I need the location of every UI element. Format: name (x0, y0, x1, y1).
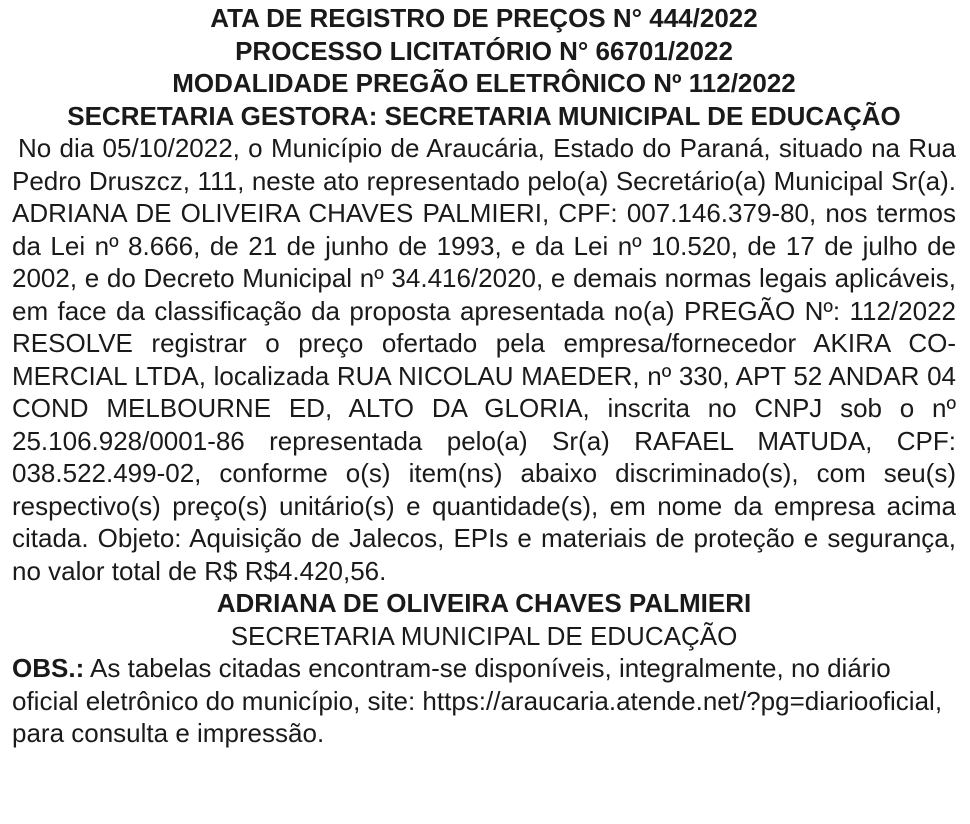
document-headings (12, 2, 956, 132)
heading-modalidade: MODALIDADE PREGÃO ELETRÔNICO Nº 112/2022 (172, 68, 796, 98)
signature-block (12, 587, 956, 652)
signature-role: SECRETARIA MUNICIPAL DE EDUCAÇÃO (230, 620, 738, 651)
heading-secretaria: SECRETARIA GESTORA: SECRETARIA MUNICIPAL DE EDUCAÇÃO (67, 100, 901, 131)
obs-text: As tabelas citadas encontram-se disponíveis, integralmente, no diário oficial eletrônico do município, site: https://araucaria.atende.net/?pg=diariooficial, para consulta e impressão. (12, 653, 943, 748)
body-paragraph: No dia 05/10/2022, o Município de Araucária, Estado do Paraná, situado na Rua Pedro Druszcz, 111, neste ato representado pelo(a) Secretário(a) Municipal Sr(a). ADRIANA DE OLIVEIRA CHAVES PALMIERI, CPF: 007.146.379-80, nos termos da Lei nº 8.666, de 21 de junho de 1993, e da Lei nº 10.520, de 17 de julho de 2002, e do Decreto Municipal nº 34.416/2020, e demais normas legais aplicáveis, em face da classificação da proposta apresentada no(a) PREGÃO Nº: 112/2022 RESOLVE registrar o preço ofertado pela empresa/fornecedor AKIRA COMERCIAL LTDA, localizada RUA NICOLAU MAEDER, nº 330, APT 52 ANDAR 04 COND MELBOURNE ED, ALTO DA GLORIA, inscrita no CNPJ sob o nº 25.106.928/0001-86 representada pelo(a) Sr(a) RAFAEL MATUDA, CPF: 038.522.499-02, conforme o(s) item(ns) abaixo discriminado(s), com seu(s) respectivo(s) preço(s) unitário(s) e quantidade(s), em nome da empresa acima citada. Objeto: Aquisição de Jalecos, EPIs e materiais de proteção e segurança, no valor total de R$ R$4.420,56. (12, 133, 956, 586)
heading-ata: ATA DE REGISTRO DE PREÇOS N° 444/2022 (210, 3, 758, 33)
obs-label: OBS.: (12, 653, 85, 683)
signature-name: ADRIANA DE OLIVEIRA CHAVES PALMIERI (216, 588, 752, 618)
obs-paragraph (12, 652, 956, 750)
heading-processo: PROCESSO LICITATÓRIO N° 66701/2022 (235, 35, 733, 66)
